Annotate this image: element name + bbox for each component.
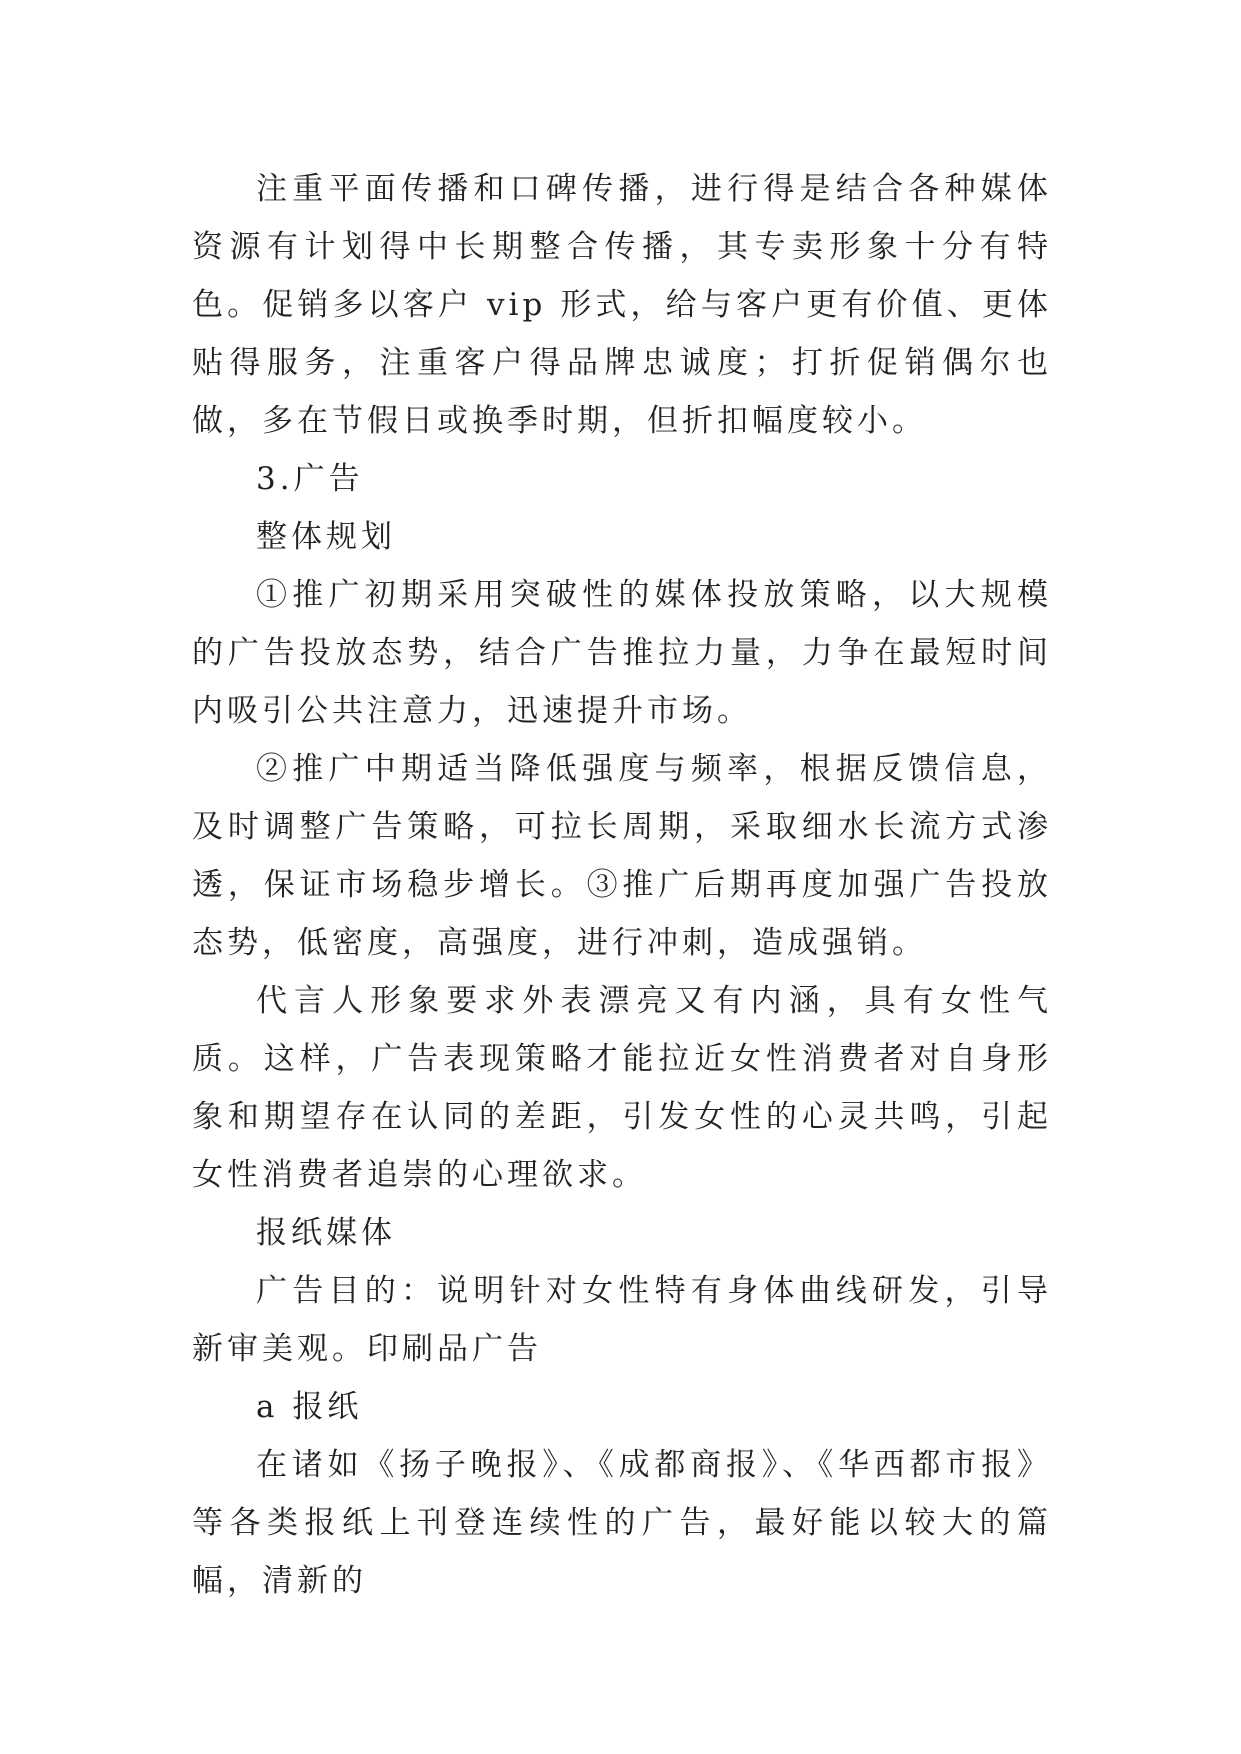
paragraph-promotion-strategy: 注重平面传播和口碑传播，进行得是结合各种媒体资源有计划得中长期整合传播，其专卖形象十分有特色。促销多以客户 vip 形式，给与客户更有价值、更体贴得服务，注重客户得品牌忠诚度；打折促销偶尔也做，多在节假日或换季时期，但折扣幅度较小。	[192, 171, 1052, 439]
paragraph-spokesperson: 代言人形象要求外表漂亮又有内涵，具有女性气质。这样，广告表现策略才能拉近女性消费者对自身形象和期望存在认同的差距，引发女性的心灵共鸣，引起女性消费者追崇的心理欲求。	[192, 983, 1052, 1193]
subheading-newspaper-media: 报纸媒体	[256, 1215, 396, 1251]
paragraph-ad-purpose: 广告目的：说明针对女性特有身体曲线研发，引导新审美观。印刷品广告	[192, 1273, 1052, 1367]
paragraph-mid-late-promotion: ②推广中期适当降低强度与频率，根据反馈信息，及时调整广告策略，可拉长周期，采取细水长流方式渗透，保证市场稳步增长。③推广后期再度加强广告投放态势，低密度，高强度，进行冲刺，造成强销。	[192, 751, 1052, 961]
paragraph-newspaper-placement: 在诸如《扬子晚报》、《成都商报》、《华西都市报》等各类报纸上刊登连续性的广告，最好能以较大的篇幅，清新的	[192, 1447, 1052, 1599]
subheading-overall-plan: 整体规划	[256, 519, 396, 555]
subheading-newspaper: a 报纸	[256, 1389, 363, 1425]
paragraph-early-promotion: ①推广初期采用突破性的媒体投放策略，以大规模的广告投放态势，结合广告推拉力量，力争在最短时间内吸引公共注意力，迅速提升市场。	[192, 577, 1052, 729]
document-body	[192, 160, 1052, 1610]
section-heading-advertising: 3.广告	[256, 461, 364, 497]
